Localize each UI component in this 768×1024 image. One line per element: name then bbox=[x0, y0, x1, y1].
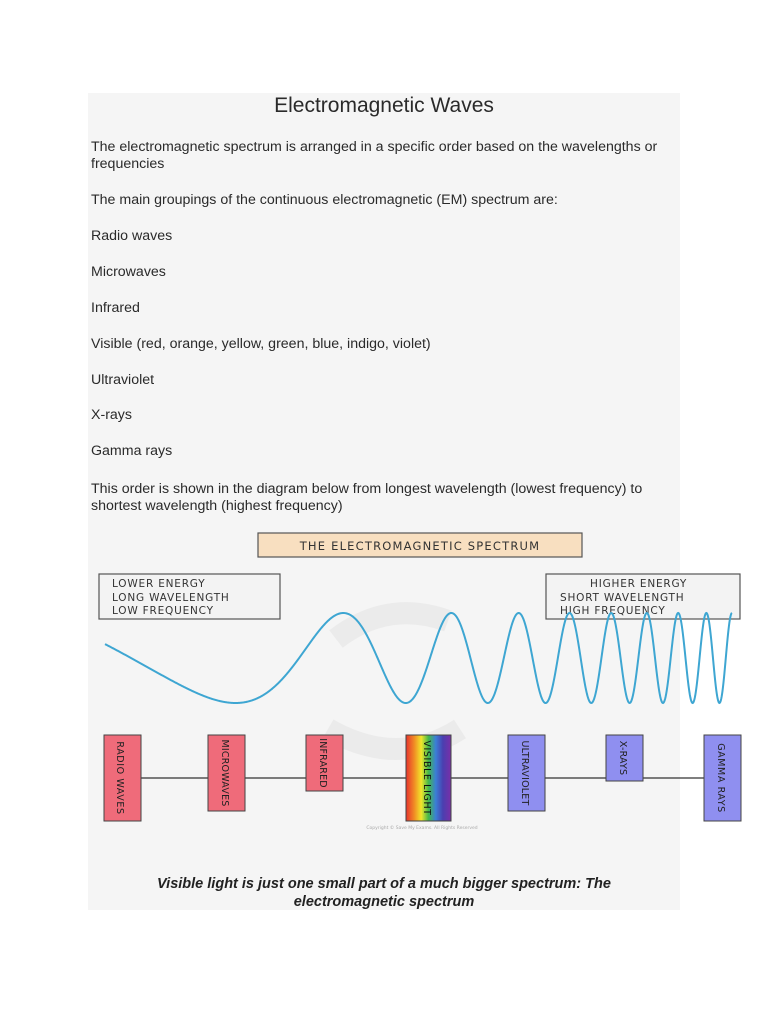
grouping-item: Visible (red, orange, yellow, green, blue, indigo, violet) bbox=[91, 336, 431, 352]
grouping-item: Radio waves bbox=[91, 228, 173, 244]
long-wavelength-label: LONG WAVELENGTH bbox=[112, 592, 230, 604]
band-x-rays bbox=[606, 735, 643, 781]
spectrum-banner bbox=[258, 533, 582, 557]
band-ultraviolet bbox=[508, 735, 545, 811]
grouping-item: Gamma rays bbox=[91, 443, 173, 459]
lower-energy-box bbox=[99, 574, 280, 619]
grouping-item: Infrared bbox=[91, 300, 140, 316]
page-title: Electromagnetic Waves bbox=[274, 94, 494, 117]
svg-text:ULTRAVIOLET: ULTRAVIOLET bbox=[519, 740, 530, 806]
svg-text:RADIO WAVES: RADIO WAVES bbox=[114, 741, 125, 815]
svg-text:X-RAYS: X-RAYS bbox=[617, 740, 628, 776]
grouping-item: Ultraviolet bbox=[91, 372, 155, 388]
em-spectrum-diagram bbox=[88, 529, 726, 859]
svg-text:INFRARED: INFRARED bbox=[317, 738, 328, 788]
svg-text:GAMMA RAYS: GAMMA RAYS bbox=[715, 743, 726, 813]
em-wave bbox=[105, 613, 732, 703]
higher-energy-label: HIGHER ENERGY bbox=[590, 578, 688, 590]
order-note-paragraph: This order is shown in the diagram below from longest wavelength (lowest frequency) to shortest wavelength (highest frequency) bbox=[91, 481, 643, 514]
watermark-logo bbox=[328, 613, 460, 749]
groupings-intro: The main groupings of the continuous electromagnetic (EM) spectrum are: bbox=[91, 192, 558, 208]
band-visible-light bbox=[406, 735, 451, 821]
short-wavelength-label: SHORT WAVELENGTH bbox=[560, 592, 685, 604]
lower-energy-label: LOWER ENERGY bbox=[112, 578, 206, 590]
intro-paragraph: The electromagnetic spectrum is arranged in a specific order based on the wavelengths or frequencies bbox=[91, 139, 658, 172]
grouping-item: X-rays bbox=[91, 407, 132, 423]
band-gamma-rays bbox=[704, 735, 741, 821]
copyright-text: Copyright © Save My Exams. All Rights Reserved bbox=[366, 826, 478, 831]
svg-text:VISIBLE LIGHT: VISIBLE LIGHT bbox=[421, 740, 432, 816]
svg-text:MICROWAVES: MICROWAVES bbox=[219, 739, 230, 807]
diagram-caption: Visible light is just one small part of a much bigger spectrum: The electromagnetic spectrum bbox=[157, 876, 611, 910]
high-frequency-label: HIGH FREQUENCY bbox=[560, 605, 666, 617]
document-page bbox=[88, 93, 726, 910]
grouping-item: Microwaves bbox=[91, 264, 166, 280]
low-frequency-label: LOW FREQUENCY bbox=[112, 605, 214, 617]
band-radio-waves bbox=[104, 735, 141, 821]
banner-text: THE ELECTROMAGNETIC SPECTRUM bbox=[299, 539, 541, 553]
higher-energy-box bbox=[546, 574, 740, 619]
band-microwaves bbox=[208, 735, 245, 811]
band-infrared bbox=[306, 735, 343, 791]
